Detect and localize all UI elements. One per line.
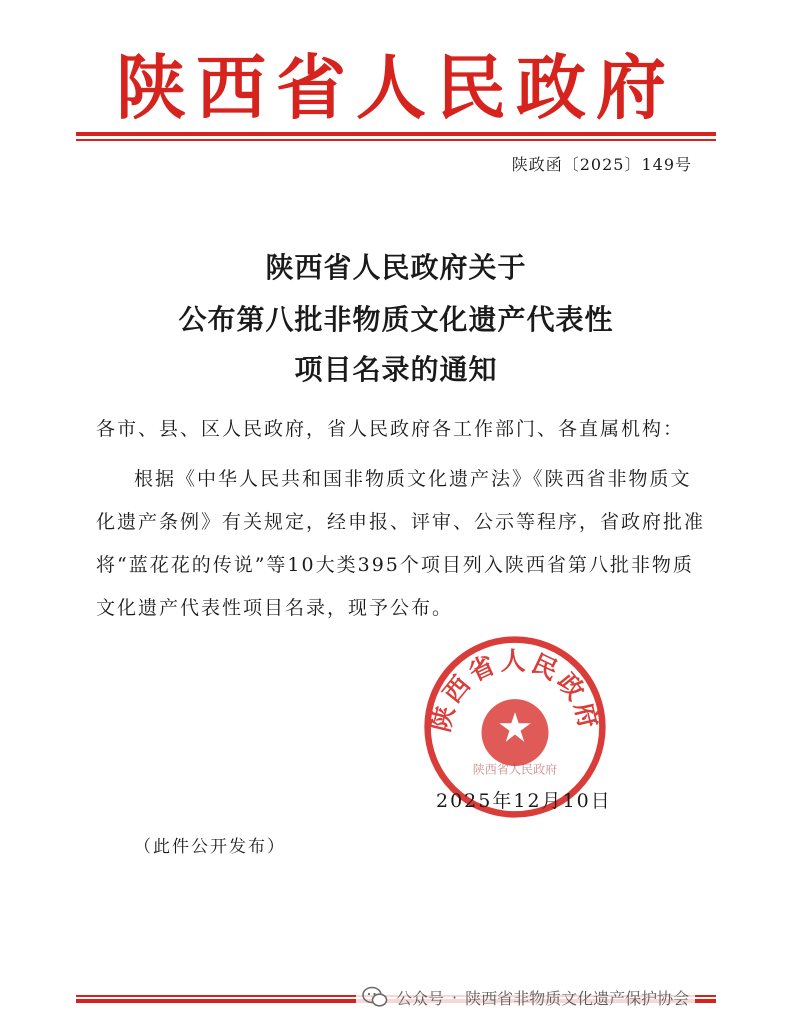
header-red-line-thin: [76, 139, 716, 141]
body-paragraph: 根据《中华人民共和国非物质文化遗产法》《陕西省非物质文化遗产条例》有关规定，经申报、评审、公示等程序，省政府批准将“蓝花花的传说”等10大类395个项目列入陕西省第八批非物质文化遗产代表性项目名录，现予公布。: [96, 468, 706, 619]
watermark-prefix: 公众号: [396, 988, 445, 1008]
salutation: 各市、县、区人民政府，省人民政府各工作部门、各直属机构：: [96, 418, 685, 440]
wechat-watermark: [356, 980, 695, 1014]
watermark-separator: ·: [452, 987, 458, 1007]
publication-note: （此件公开发布）: [134, 837, 286, 857]
seal-inner-text: 陕西省人民政府: [472, 762, 558, 777]
masthead-title: 陕西省人民政府: [116, 47, 676, 129]
watermark-account: 陕西省非物质文化遗产保护协会: [465, 988, 690, 1008]
header-red-line: [76, 132, 716, 136]
wechat-icon: [362, 986, 388, 1008]
issue-date: 2025年12月10日: [436, 790, 612, 812]
title-line-3: 项目名录的通知: [294, 353, 498, 386]
title-line-2: 公布第八批非物质文化遗产代表性: [178, 303, 614, 336]
title-line-1: 陕西省人民政府关于: [265, 251, 527, 284]
seal-ring-text: 陕西省人民政府: [425, 646, 605, 735]
document-number: 陕政函〔2025〕149号: [511, 155, 692, 174]
